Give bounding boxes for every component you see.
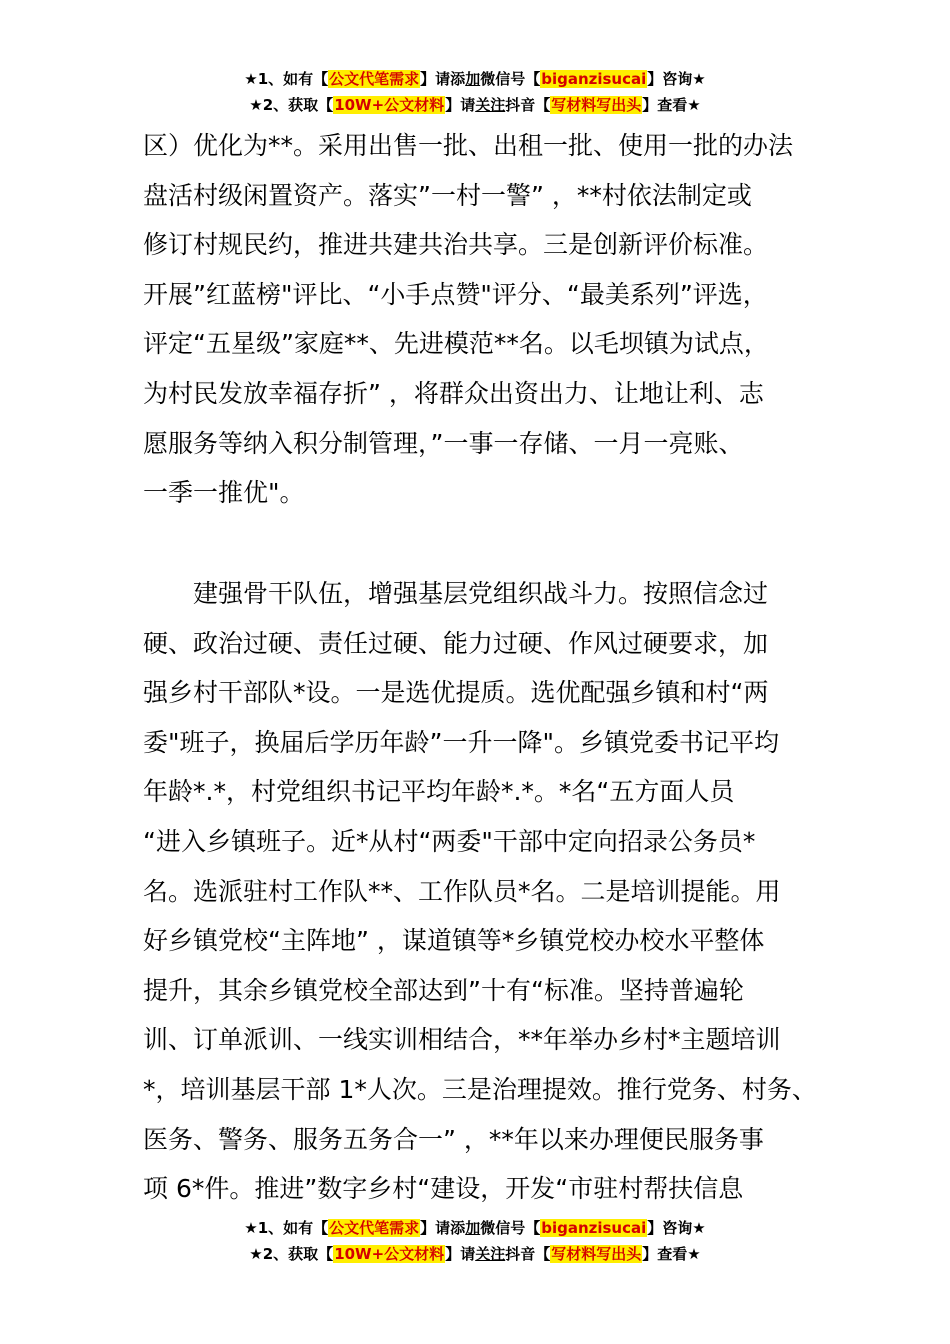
banner-text: ★1、如有【 [244,1219,329,1237]
text-line: 评定“五星级”家庭**、先进模范**名。以毛坝镇为试点， [143,329,769,359]
text-line: 建强骨干队伍，增强基层党组织战斗力。按照信念过 [193,579,769,608]
banner-text: ★1、如有【 [244,70,329,88]
banner-highlight: 10W+公文材料 [334,96,445,114]
banner-text: 】请 [445,1245,476,1263]
banner-text: 】咨询★ [647,1219,706,1237]
banner-highlight: 写材料写出头 [551,1245,642,1263]
text-line: 强乡村干部队*设。一是选优提质。选优配强乡镇和村“两 [143,678,769,708]
text-line: 年龄*.*，村党组织书记平均年龄*.*。*名“五方面人员 [143,777,735,807]
text-line: 医务、警务、服务五务合一” ，**年以来办理便民服务事 [143,1124,764,1154]
text-line: 区）优化为**。采用出售一批、出租一批、使用一批的办法 [143,131,794,160]
banner-text: 】请添 [420,1219,466,1237]
text-line: 硬、政治过硬、责任过硬、能力过硬、作风过硬要求，加 [143,628,769,658]
banner-highlight: 写材料写出头 [551,96,642,114]
banner-line-2 [0,92,950,118]
banner-text: 抖音【 [505,1245,551,1263]
banner-line-1 [0,66,950,92]
text-line: 愿服务等纳入积分制管理，”一事一存储、一月一亮账、 [143,428,744,458]
text-line: “进入乡镇班子。近*从村“两委"干部中定向招录公务员* [143,826,756,856]
header-banner [0,66,950,118]
paragraph-2 [143,569,833,1214]
banner-highlight: biganzisucai [541,70,647,88]
banner-text: 】请 [445,96,476,114]
text-line: 委"班子，换届后学历年龄”一升一降"。乡镇党委书记平均 [143,727,779,757]
banner-underlined: 关注 [475,96,506,114]
text-line: *，培训基层干部 1*人次。三是治理提效。推行党务、村务、 [143,1074,817,1104]
banner-text: ★2、获取【 [249,1245,334,1263]
banner-underlined: 关注 [475,1245,506,1263]
banner-underlined: 加 [465,1219,481,1237]
text-line: 名。选派驻村工作队**、工作队员*名。二是培训提能。用 [143,876,781,906]
banner-underlined: 加 [465,70,481,88]
banner-text: ★2、获取【 [249,96,334,114]
banner-text: 】咨询★ [647,70,706,88]
banner-text: 抖音【 [505,96,551,114]
text-line: 项 6*件。推进”数字乡村“建设，开发“市驻村帮扶信息 [143,1174,744,1204]
banner-text: 】查看★ [642,1245,701,1263]
banner-text: 】查看★ [642,96,701,114]
text-line: 好乡镇党校“主阵地” ，谋道镇等*乡镇党校办校水平整体 [143,926,765,956]
text-line: 修订村规民约，推进共建共治共享。三是创新评价标准。 [143,230,769,260]
text-line: 一季一推优"。 [143,478,305,508]
text-line: 开展”红蓝榜"评比、“小手点赞"评分、“最美系列”评选， [143,279,768,309]
banner-text: 微信号【 [480,1219,541,1237]
banner-highlight: biganzisucai [541,1219,647,1237]
banner-text: 微信号【 [480,70,541,88]
footer-banner [0,1215,950,1267]
banner-text: 】请添 [420,70,466,88]
banner-highlight: 公文代笔需求 [329,70,420,88]
text-line: 训、订单派训、一线实训相结合，**年举办乡村*主题培训 [143,1025,781,1055]
text-line: 为村民发放幸福存折” ，将群众出资出力、让地让利、志 [143,378,764,408]
banner-highlight: 公文代笔需求 [329,1219,420,1237]
banner-highlight: 10W+公文材料 [334,1245,445,1263]
paragraph-1 [143,121,833,518]
banner-line-2 [0,1241,950,1267]
text-line: 盘活村级闲置资产。落实”一村一警” ，**村依法制定或 [143,180,752,210]
banner-line-1 [0,1215,950,1241]
text-line: 提升，其余乡镇党校全部达到”十有“标准。坚持普遍轮 [143,975,744,1005]
